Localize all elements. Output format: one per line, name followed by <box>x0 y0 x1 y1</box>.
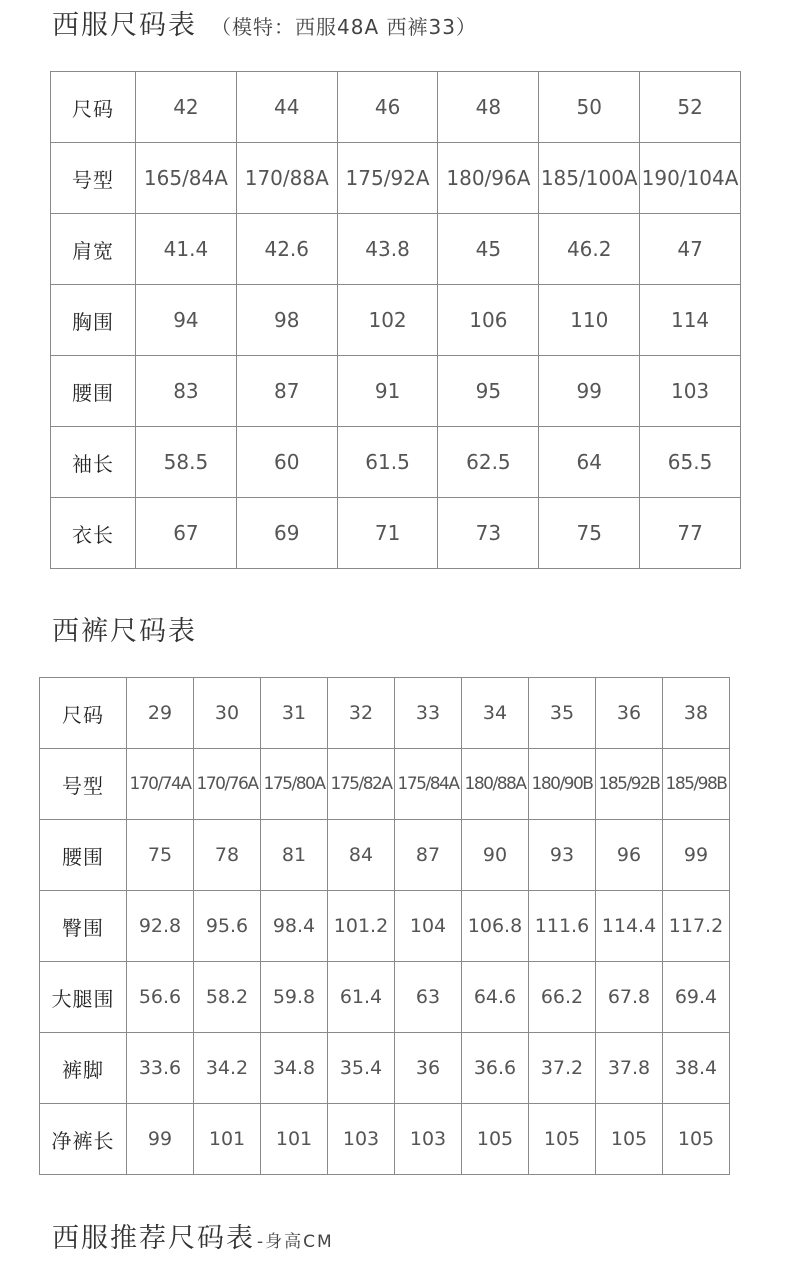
table-cell: 35 <box>529 678 596 749</box>
table-cell: 101 <box>194 1104 261 1175</box>
table-cell: 180/96A <box>438 143 539 214</box>
table-cell: 170/74A <box>127 749 194 820</box>
table-cell: 175/82A <box>328 749 395 820</box>
table-row <box>51 143 741 214</box>
table-cell: 102 <box>337 285 438 356</box>
row-label: 尺码 <box>40 678 127 749</box>
table-cell: 96 <box>596 820 663 891</box>
table-cell: 66.2 <box>529 962 596 1033</box>
row-label: 腰围 <box>51 356 136 427</box>
table-cell: 103 <box>395 1104 462 1175</box>
table-cell: 165/84A <box>136 143 237 214</box>
table-row <box>51 285 741 356</box>
table-cell: 75 <box>539 498 640 569</box>
table-cell: 30 <box>194 678 261 749</box>
table-cell: 38 <box>663 678 730 749</box>
table-row <box>40 962 730 1033</box>
suit-size-chart-title <box>52 12 477 39</box>
table-cell: 44 <box>236 72 337 143</box>
table-cell: 37.2 <box>529 1033 596 1104</box>
table-cell: 31 <box>261 678 328 749</box>
suit-model-note: （模特：西服48A 西裤33） <box>211 15 477 39</box>
table-cell: 84 <box>328 820 395 891</box>
table-cell: 62.5 <box>438 427 539 498</box>
table-cell: 111.6 <box>529 891 596 962</box>
recommend-title-text: 西服推荐尺码表 <box>52 1223 255 1254</box>
table-cell: 101.2 <box>328 891 395 962</box>
table-cell: 103 <box>640 356 741 427</box>
table-row <box>40 1033 730 1104</box>
table-cell: 45 <box>438 214 539 285</box>
table-cell: 56.6 <box>127 962 194 1033</box>
table-cell: 36 <box>395 1033 462 1104</box>
table-row <box>40 820 730 891</box>
table-cell: 38.4 <box>663 1033 730 1104</box>
table-cell: 67 <box>136 498 237 569</box>
table-cell: 87 <box>236 356 337 427</box>
table-cell: 185/98B <box>663 749 730 820</box>
table-cell: 73 <box>438 498 539 569</box>
table-cell: 35.4 <box>328 1033 395 1104</box>
table-cell: 98.4 <box>261 891 328 962</box>
table-cell: 114.4 <box>596 891 663 962</box>
table-cell: 48 <box>438 72 539 143</box>
table-cell: 63 <box>395 962 462 1033</box>
table-cell: 110 <box>539 285 640 356</box>
row-label: 肩宽 <box>51 214 136 285</box>
pants-title-text: 西裤尺码表 <box>52 616 197 647</box>
table-cell: 33.6 <box>127 1033 194 1104</box>
table-cell: 170/76A <box>194 749 261 820</box>
table-cell: 98 <box>236 285 337 356</box>
table-cell: 91 <box>337 356 438 427</box>
recommend-height-unit-note: -身高CM <box>257 1232 334 1252</box>
table-cell: 92.8 <box>127 891 194 962</box>
pants-size-chart-title <box>52 618 197 645</box>
table-row <box>51 427 741 498</box>
table-cell: 43.8 <box>337 214 438 285</box>
suit-title-text: 西服尺码表 <box>52 10 197 41</box>
table-row <box>51 356 741 427</box>
row-label: 净裤长 <box>40 1104 127 1175</box>
table-cell: 65.5 <box>640 427 741 498</box>
table-cell: 78 <box>194 820 261 891</box>
table-cell: 95 <box>438 356 539 427</box>
table-cell: 90 <box>462 820 529 891</box>
table-cell: 58.2 <box>194 962 261 1033</box>
table-cell: 46.2 <box>539 214 640 285</box>
table-cell: 34.8 <box>261 1033 328 1104</box>
table-cell: 52 <box>640 72 741 143</box>
table-cell: 175/84A <box>395 749 462 820</box>
table-row <box>51 72 741 143</box>
table-cell: 42.6 <box>236 214 337 285</box>
table-cell: 71 <box>337 498 438 569</box>
table-cell: 114 <box>640 285 741 356</box>
table-cell: 117.2 <box>663 891 730 962</box>
row-label: 号型 <box>51 143 136 214</box>
table-row <box>40 749 730 820</box>
row-label: 臀围 <box>40 891 127 962</box>
table-cell: 46 <box>337 72 438 143</box>
table-cell: 87 <box>395 820 462 891</box>
table-row <box>40 1104 730 1175</box>
table-cell: 61.4 <box>328 962 395 1033</box>
table-cell: 94 <box>136 285 237 356</box>
row-label: 袖长 <box>51 427 136 498</box>
suit-size-table <box>50 71 741 569</box>
row-label: 衣长 <box>51 498 136 569</box>
table-cell: 75 <box>127 820 194 891</box>
table-cell: 34 <box>462 678 529 749</box>
table-cell: 67.8 <box>596 962 663 1033</box>
table-cell: 58.5 <box>136 427 237 498</box>
row-label: 腰围 <box>40 820 127 891</box>
table-cell: 103 <box>328 1104 395 1175</box>
table-cell: 77 <box>640 498 741 569</box>
table-row <box>40 891 730 962</box>
table-cell: 41.4 <box>136 214 237 285</box>
table-cell: 81 <box>261 820 328 891</box>
table-cell: 190/104A <box>640 143 741 214</box>
table-row <box>40 678 730 749</box>
table-row <box>51 498 741 569</box>
table-cell: 104 <box>395 891 462 962</box>
table-cell: 61.5 <box>337 427 438 498</box>
pants-size-table <box>39 677 730 1175</box>
table-cell: 42 <box>136 72 237 143</box>
table-cell: 170/88A <box>236 143 337 214</box>
table-cell: 101 <box>261 1104 328 1175</box>
table-cell: 93 <box>529 820 596 891</box>
table-cell: 50 <box>539 72 640 143</box>
table-cell: 95.6 <box>194 891 261 962</box>
table-cell: 106 <box>438 285 539 356</box>
table-cell: 175/80A <box>261 749 328 820</box>
table-cell: 180/90B <box>529 749 596 820</box>
table-cell: 34.2 <box>194 1033 261 1104</box>
table-cell: 64 <box>539 427 640 498</box>
row-label: 尺码 <box>51 72 136 143</box>
table-cell: 185/92B <box>596 749 663 820</box>
table-cell: 105 <box>462 1104 529 1175</box>
table-cell: 37.8 <box>596 1033 663 1104</box>
table-cell: 99 <box>127 1104 194 1175</box>
table-cell: 99 <box>663 820 730 891</box>
table-cell: 36.6 <box>462 1033 529 1104</box>
table-cell: 175/92A <box>337 143 438 214</box>
table-cell: 106.8 <box>462 891 529 962</box>
table-cell: 185/100A <box>539 143 640 214</box>
table-cell: 105 <box>663 1104 730 1175</box>
table-cell: 180/88A <box>462 749 529 820</box>
table-cell: 83 <box>136 356 237 427</box>
table-cell: 105 <box>529 1104 596 1175</box>
table-cell: 32 <box>328 678 395 749</box>
table-cell: 64.6 <box>462 962 529 1033</box>
table-cell: 36 <box>596 678 663 749</box>
row-label: 号型 <box>40 749 127 820</box>
table-cell: 69 <box>236 498 337 569</box>
table-cell: 47 <box>640 214 741 285</box>
table-cell: 99 <box>539 356 640 427</box>
row-label: 胸围 <box>51 285 136 356</box>
table-cell: 29 <box>127 678 194 749</box>
table-cell: 105 <box>596 1104 663 1175</box>
table-cell: 60 <box>236 427 337 498</box>
row-label: 大腿围 <box>40 962 127 1033</box>
table-cell: 59.8 <box>261 962 328 1033</box>
table-cell: 69.4 <box>663 962 730 1033</box>
recommend-size-chart-title <box>52 1225 334 1252</box>
table-cell: 33 <box>395 678 462 749</box>
table-row <box>51 214 741 285</box>
row-label: 裤脚 <box>40 1033 127 1104</box>
